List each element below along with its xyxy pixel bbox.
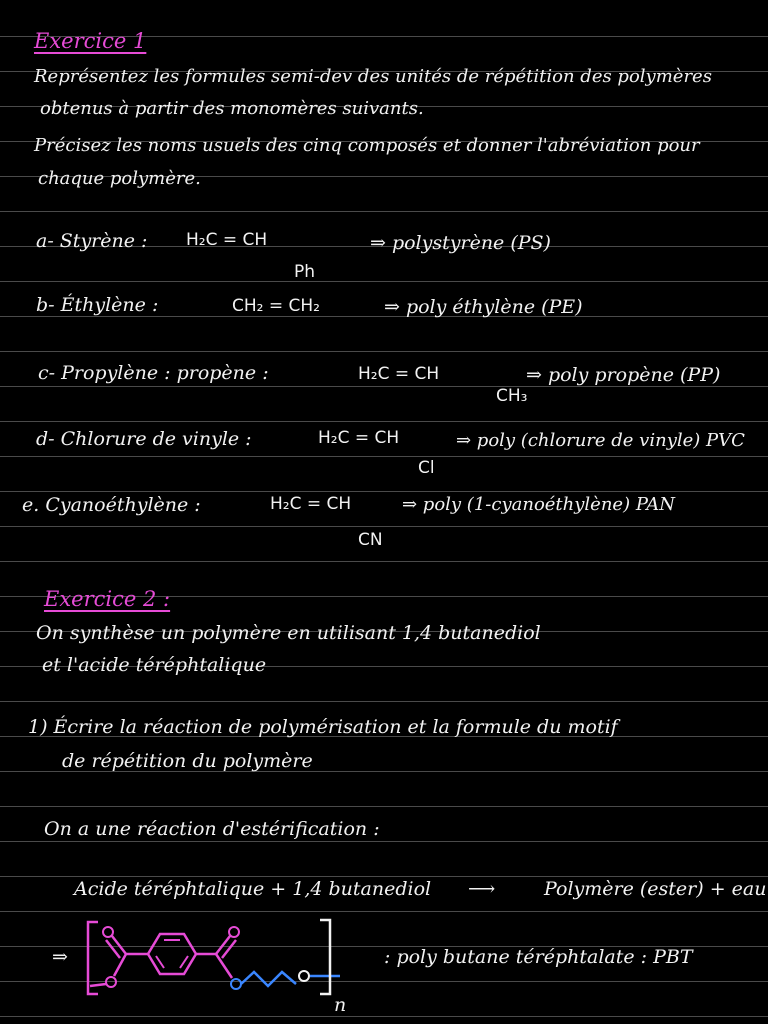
item-c-substituent: CH₃: [496, 386, 528, 406]
item-e-substituent: CN: [358, 530, 383, 550]
item-c-label: c- Propylène : propène :: [38, 362, 269, 384]
item-d-formula: H₂C = CH: [318, 428, 400, 448]
ring-double-bond-2: [156, 956, 164, 968]
product-arrow: ⇒: [52, 946, 68, 968]
ex2-intro-1: On synthèse un polymère en utilisant 1,4 butanediol: [36, 622, 541, 644]
product-name: : poly butane téréphtalate : PBT: [384, 946, 693, 968]
ex1-line-2: obtenus à partir des monomères suivants.: [40, 98, 424, 119]
reaction-reactants: Acide téréphtalique + 1,4 butanediol: [74, 878, 432, 900]
item-e-result: ⇒ poly (1-cyanoéthylène) PAN: [402, 494, 676, 515]
ex1-line-1: Représentez les formules semi-dev des unités de répétition des polymères: [34, 66, 712, 87]
right-ester-bond: [216, 954, 232, 978]
item-b-label: b- Éthylène :: [36, 294, 159, 316]
item-b-formula: CH₂ = CH₂: [232, 296, 320, 316]
ring-double-bond-3: [180, 956, 188, 968]
exercise-2-title: Exercice 2 :: [44, 587, 171, 611]
item-d-substituent: Cl: [418, 458, 435, 478]
reaction-arrow: ⟶: [468, 878, 496, 900]
repeat-subscript: n: [334, 994, 347, 1016]
item-e-label: e. Cyanoéthylène :: [22, 494, 201, 516]
item-c-result: ⇒ poly propène (PP): [526, 364, 721, 386]
left-bracket: [88, 922, 98, 994]
chain-end-oxygen: [299, 971, 309, 981]
item-a-label: a- Styrène :: [36, 230, 148, 252]
butylene-chain: [241, 972, 296, 986]
exercise-1-title: Exercice 1: [34, 29, 147, 53]
left-carbonyl-oxygen: [103, 927, 113, 937]
item-a-substituent: Ph: [294, 262, 316, 282]
right-bracket: [320, 920, 330, 994]
item-d-label: d- Chlorure de vinyle :: [36, 428, 252, 450]
item-c-formula: H₂C = CH: [358, 364, 440, 384]
item-b-result: ⇒ poly éthylène (PE): [384, 296, 583, 318]
ex2-question-2: de répétition du polymère: [62, 750, 313, 772]
ex2-note: On a une réaction d'estérification :: [44, 818, 380, 840]
pbt-repeat-unit-structure: [40, 910, 370, 1010]
item-a-formula: H₂C = CH: [186, 230, 268, 250]
left-open-bond: [90, 984, 106, 986]
right-ester-oxygen: [231, 979, 241, 989]
item-e-formula: H₂C = CH: [270, 494, 352, 514]
reaction-products: Polymère (ester) + eau: [544, 878, 767, 900]
ex1-line-4: chaque polymère.: [38, 168, 201, 189]
left-ester-oxygen: [106, 977, 116, 987]
ex1-line-3: Précisez les noms usuels des cinq composés et donner l'abréviation pour: [34, 135, 700, 156]
item-d-result: ⇒ poly (chlorure de vinyle) PVC: [456, 430, 745, 451]
right-carbonyl-oxygen: [229, 927, 239, 937]
ex2-intro-2: et l'acide téréphtalique: [42, 654, 267, 676]
item-a-result: ⇒ polystyrène (PS): [370, 232, 551, 254]
ex2-question-1: 1) Écrire la réaction de polymérisation et la formule du motif: [28, 716, 618, 738]
